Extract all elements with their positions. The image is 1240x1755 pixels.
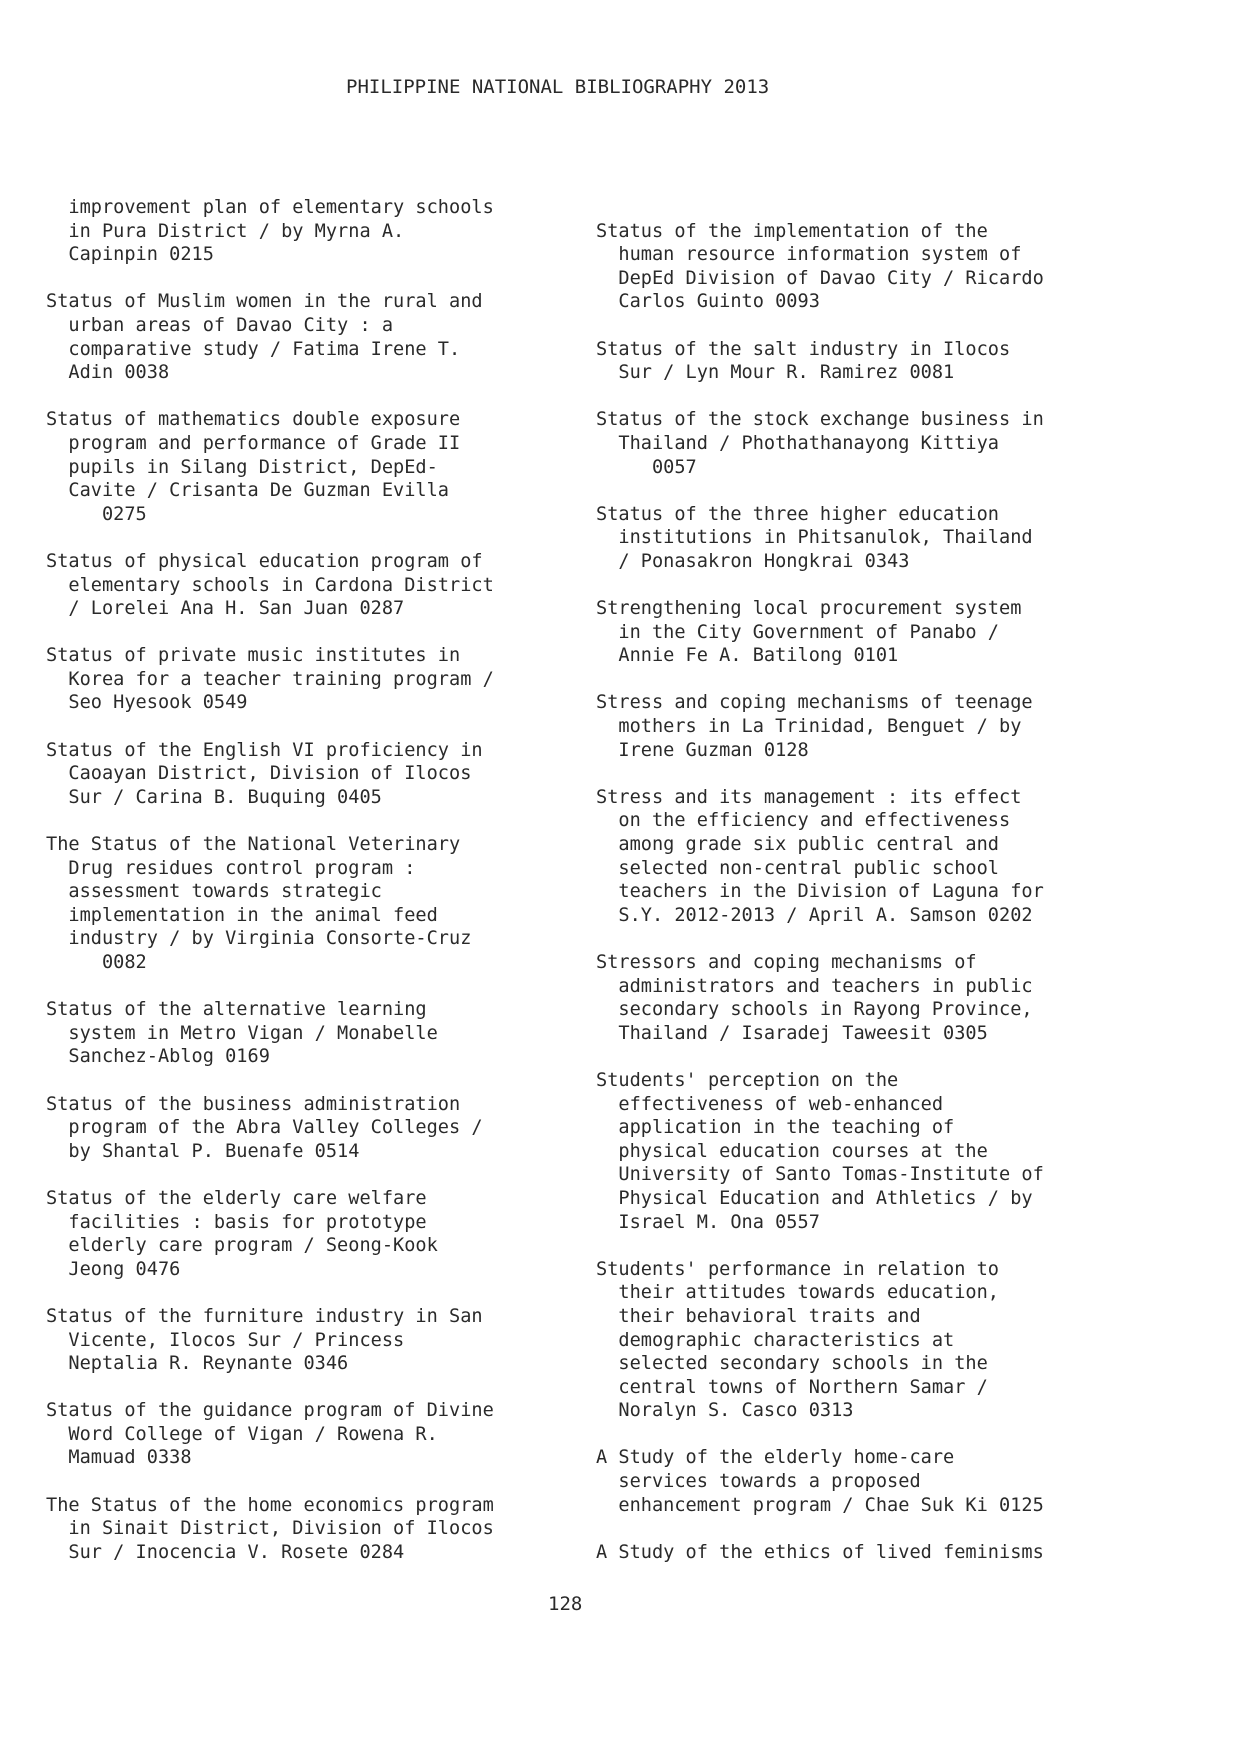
bibliography-entry: improvement plan of elementary schools in Pura District / by Myrna A. Capinpin 0215 [68, 197, 494, 266]
bibliography-entry: Status of mathematics double exposure program and performance of Grade II pupils in Silang District, DepEd- Cavite / Crisanta De Guzman Evilla 0275 [46, 409, 461, 525]
bibliography-entry: Students' perception on the effectiveness of web-enhanced application in the teaching of physical education courses at the University of Santo Tomas-Institute of Physical Education and Athletics / by Israel M. Ona 0557 [596, 1069, 1044, 1233]
right-column [596, 196, 1136, 1588]
bibliography-entry: Status of the stock exchange business in Thailand / Phothathanayong Kittiya 0057 [596, 409, 1044, 478]
bibliography-entry: Status of private music institutes in Korea for a teacher training program / Seo Hyesook 0549 [46, 645, 494, 714]
bibliography-entry: Status of the salt industry in Ilocos Sur / Lyn Mour R. Ramirez 0081 [596, 338, 1011, 384]
bibliography-entry: The Status of the home economics program in Sinait District, Division of Ilocos Sur / Inocencia V. Rosete 0284 [46, 1494, 494, 1563]
bibliography-entry: Status of the guidance program of Divine Word College of Vigan / Rowena R. Mamuad 0338 [46, 1400, 494, 1469]
left-column [46, 196, 586, 1588]
bibliography-entry: Status of physical education program of elementary schools in Cardona District / Lorelei Ana H. San Juan 0287 [46, 550, 494, 620]
bibliography-entry: A Study of the ethics of lived feminisms [596, 1541, 1044, 1563]
bibliography-entry: Status of the three higher education institutions in Phitsanulok, Thailand / Ponasakron Hongkrai 0343 [596, 503, 1033, 572]
bibliography-entry: Stress and its management : its effect on the efficiency and effectiveness among grade six public central and selected non-central public school teachers in the Division of Laguna for S.Y. 2012-2013 / April A. Samson 0202 [596, 786, 1044, 926]
page-number: 128 [548, 1593, 583, 1615]
bibliography-entry: Strengthening local procurement system in the City Government of Panabo / Annie Fe A. Batilong 0101 [596, 598, 1022, 667]
bibliography-entry: Stress and coping mechanisms of teenage mothers in La Trinidad, Benguet / by Irene Guzman 0128 [596, 692, 1033, 761]
bibliography-entry: Students' performance in relation to their attitudes towards education, their behavioral traits and demographic characteristics at selected secondary schools in the central towns of Northern Samar / Noralyn S. Casco 0313 [596, 1258, 999, 1422]
bibliography-entry: Status of the English VI proficiency in Caoayan District, Division of Ilocos Sur / Carina B. Buquing 0405 [46, 739, 483, 808]
bibliography-entry: Status of Muslim women in the rural and urban areas of Davao City : a comparative study / Fatima Irene T. Adin 0038 [46, 291, 483, 384]
bibliography-entry: Status of the alternative learning system in Metro Vigan / Monabelle Sanchez-Ablog 0169 [46, 999, 438, 1068]
page-header: PHILIPPINE NATIONAL BIBLIOGRAPHY 2013 [346, 76, 770, 98]
bibliography-entry: Status of the business administration program of the Abra Valley Colleges / by Shantal P. Buenafe 0514 [46, 1093, 483, 1162]
bibliography-entry: Stressors and coping mechanisms of administrators and teachers in public secondary schools in Rayong Province, Thailand / Isaradej Taweesit 0305 [596, 952, 1033, 1044]
bibliography-entry: Status of the furniture industry in San Vicente, Ilocos Sur / Princess Neptalia R. Reynante 0346 [46, 1305, 483, 1375]
bibliography-entry: A Study of the elderly home-care services towards a proposed enhancement program / Chae Suk Ki 0125 [596, 1447, 1044, 1516]
bibliography-entry: Status of the implementation of the human resource information system of DepEd Division of Davao City / Ricardo Carlos Guinto 0093 [596, 220, 1044, 313]
bibliography-entry: Status of the elderly care welfare facilities : basis for prototype elderly care program / Seong-Kook Jeong 0476 [46, 1187, 438, 1280]
bibliography-entry: The Status of the National Veterinary Drug residues control program : assessment towards strategic implementation in the animal feed industry / by Virginia Consorte-Cruz 0082 [46, 834, 472, 973]
